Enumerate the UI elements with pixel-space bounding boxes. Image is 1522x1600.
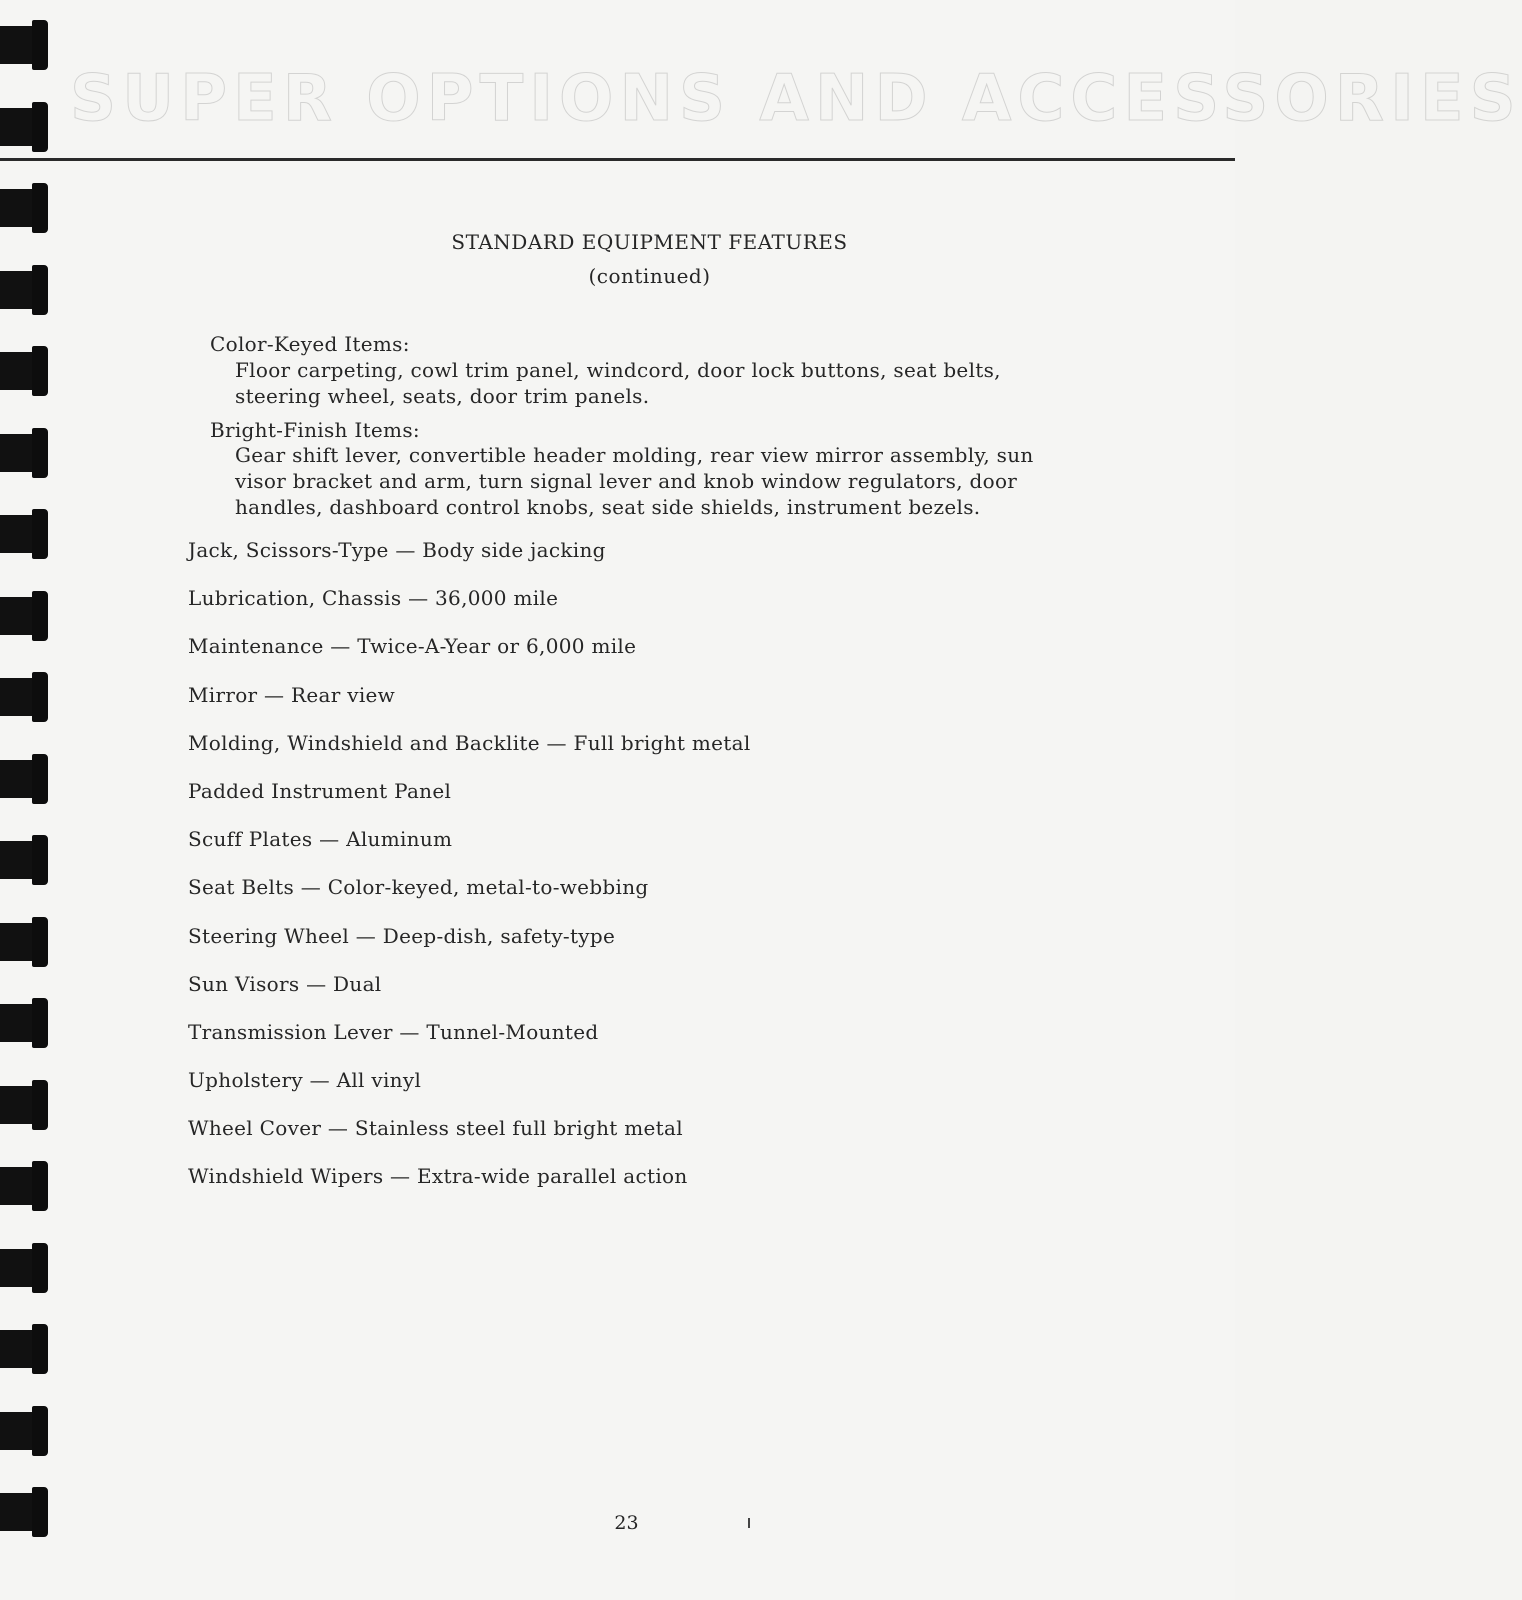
- color-keyed-line-2: steering wheel, seats, door trim panels.: [235, 384, 650, 408]
- spiral-binding: [0, 20, 52, 1580]
- binding-ring: [0, 672, 50, 722]
- feature-item: Sun Visors — Dual: [188, 971, 382, 996]
- feature-item: Maintenance — Twice-A-Year or 6,000 mile: [188, 634, 637, 659]
- bright-finish-line-1: Gear shift lever, convertible header molding, rear view mirror assembly, sun: [235, 443, 1034, 467]
- feature-item: Steering Wheel — Deep-dish, safety-type: [188, 923, 616, 948]
- page-subtitle: (continued): [588, 264, 711, 288]
- binding-ring: [0, 917, 50, 967]
- feature-item: Scuff Plates — Aluminum: [188, 827, 453, 852]
- page-title: STANDARD EQUIPMENT FEATURES: [451, 230, 848, 254]
- binding-ring: [0, 1324, 50, 1374]
- binding-ring: [0, 1080, 50, 1130]
- binding-ring: [0, 1161, 50, 1211]
- feature-item: Lubrication, Chassis — 36,000 mile: [188, 586, 559, 611]
- binding-ring: [0, 591, 50, 641]
- binding-ring: [0, 102, 50, 152]
- binding-ring: [0, 998, 50, 1048]
- binding-ring: [0, 346, 50, 396]
- binding-ring: [0, 754, 50, 804]
- feature-item: Molding, Windshield and Backlite — Full bright metal: [188, 730, 751, 755]
- feature-item: Upholstery — All vinyl: [188, 1068, 422, 1093]
- binding-ring: [0, 1243, 50, 1293]
- feature-item: Mirror — Rear view: [188, 682, 396, 707]
- color-keyed-text: [235, 357, 1135, 409]
- feature-item: Padded Instrument Panel: [188, 778, 452, 803]
- binding-ring: [0, 428, 50, 478]
- feature-item: Wheel Cover — Stainless steel full bright metal: [188, 1116, 683, 1141]
- bleed-through-header: SUPER OPTIONS AND ACCESSORIES: [70, 62, 1522, 136]
- bright-finish-label: Bright-Finish Items:: [210, 418, 420, 442]
- color-keyed-label: Color-Keyed Items:: [210, 332, 410, 356]
- bright-finish-line-3: handles, dashboard control knobs, seat side shields, instrument bezels.: [235, 495, 981, 519]
- feature-item: Transmission Lever — Tunnel-Mounted: [188, 1019, 599, 1044]
- feature-item: Windshield Wipers — Extra-wide parallel action: [188, 1164, 688, 1189]
- bright-finish-text: [235, 442, 1135, 520]
- binding-ring: [0, 509, 50, 559]
- bright-finish-line-2: visor bracket and arm, turn signal lever and knob window regulators, door: [235, 469, 1018, 493]
- scan-mark: [748, 1518, 750, 1528]
- color-keyed-line-1: Floor carpeting, cowl trim panel, windcord, door lock buttons, seat belts,: [235, 358, 1001, 382]
- binding-ring: [0, 835, 50, 885]
- feature-item: Jack, Scissors-Type — Body side jacking: [188, 538, 606, 562]
- feature-list: [188, 537, 1088, 1212]
- header-rule: [0, 158, 1235, 161]
- binding-ring: [0, 1406, 50, 1456]
- page-number: 23: [614, 1512, 639, 1534]
- binding-ring: [0, 20, 50, 70]
- feature-item: Seat Belts — Color-keyed, metal-to-webbing: [188, 875, 649, 900]
- binding-ring: [0, 183, 50, 233]
